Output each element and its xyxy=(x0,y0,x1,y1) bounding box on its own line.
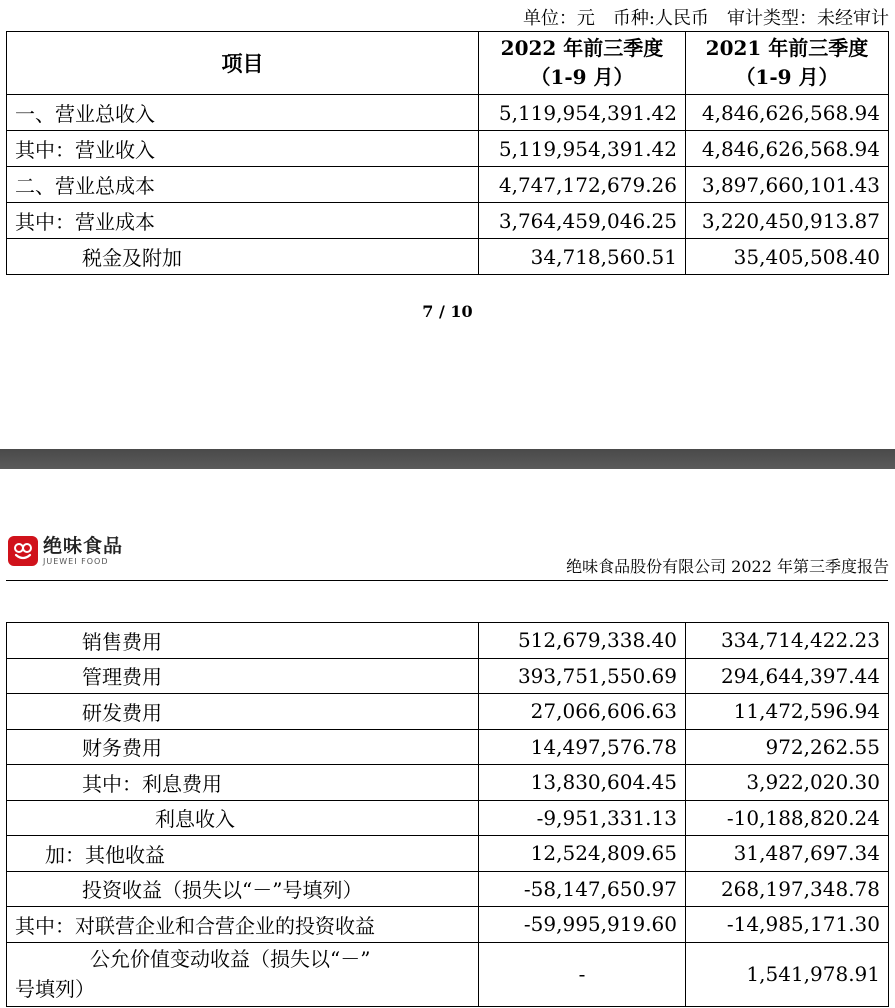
value-2022: - xyxy=(479,942,686,1006)
header-2021 xyxy=(686,32,889,95)
table-row xyxy=(7,836,889,872)
row-label: 研发费用 xyxy=(7,694,479,730)
row-label: 二、营业总成本 xyxy=(7,167,479,203)
row-label: 其中：营业成本 xyxy=(7,203,479,239)
row-label: 其中：对联营企业和合营企业的投资收益 xyxy=(7,907,479,943)
table-row xyxy=(7,623,889,659)
table-row xyxy=(7,95,889,131)
value-2022: -59,995,919.60 xyxy=(479,907,686,943)
table-row xyxy=(7,871,889,907)
value-2021: 3,220,450,913.87 xyxy=(686,203,889,239)
company-logo xyxy=(8,536,123,566)
value-2021: 294,644,397.44 xyxy=(686,658,889,694)
logo-chinese-name: 绝味食品 xyxy=(43,534,124,557)
value-2022: -58,147,650.97 xyxy=(479,871,686,907)
table-row xyxy=(7,203,889,239)
value-2022: 14,497,576.78 xyxy=(479,729,686,765)
page-separator xyxy=(0,449,895,469)
row-label: 税金及附加 xyxy=(7,239,479,275)
value-2022: 12,524,809.65 xyxy=(479,836,686,872)
header-item: 项目 xyxy=(7,32,479,95)
header-2021-text: 2021 年前三季度 （1-9 月） xyxy=(705,36,869,89)
row-label-line1: 公允价值变动收益（损失以“－” xyxy=(90,947,371,971)
value-2021: 3,922,020.30 xyxy=(686,765,889,801)
value-2021: 31,487,697.34 xyxy=(686,836,889,872)
value-2022: 34,718,560.51 xyxy=(479,239,686,275)
header-divider xyxy=(6,580,888,581)
table-row xyxy=(7,942,889,1006)
table-header-row xyxy=(7,32,889,95)
page-number: 7 / 10 xyxy=(422,302,473,321)
logo-english-name: JUEWEI FOOD xyxy=(43,556,109,566)
row-label: 财务费用 xyxy=(7,729,479,765)
value-2022: 4,747,172,679.26 xyxy=(479,167,686,203)
juewei-logo-icon xyxy=(8,536,38,566)
row-label: 利息收入 xyxy=(7,800,479,836)
value-2022: 512,679,338.40 xyxy=(479,623,686,659)
row-label-wrapped xyxy=(7,942,479,1006)
value-2021: 334,714,422.23 xyxy=(686,623,889,659)
income-table-continued xyxy=(6,622,889,1007)
units-currency-audit: 单位：元 币种:人民币 审计类型：未经审计 xyxy=(522,8,889,29)
income-table-top xyxy=(6,31,889,275)
value-2022: 393,751,550.69 xyxy=(479,658,686,694)
value-2021: 972,262.55 xyxy=(686,729,889,765)
value-2021: -10,188,820.24 xyxy=(686,800,889,836)
value-2022: 5,119,954,391.42 xyxy=(479,95,686,131)
row-label-line2: 号填列） xyxy=(15,977,95,1001)
table-row xyxy=(7,907,889,943)
value-2022: -9,951,331.13 xyxy=(479,800,686,836)
header-2022-text: 2022 年前三季度 （1-9 月） xyxy=(500,36,664,89)
value-2021: -14,985,171.30 xyxy=(686,907,889,943)
table-row xyxy=(7,658,889,694)
table-row xyxy=(7,729,889,765)
row-label: 投资收益（损失以“－”号填列） xyxy=(7,871,479,907)
row-label: 销售费用 xyxy=(7,623,479,659)
value-2022: 3,764,459,046.25 xyxy=(479,203,686,239)
row-label: 管理费用 xyxy=(7,658,479,694)
value-2022: 13,830,604.45 xyxy=(479,765,686,801)
value-2021: 268,197,348.78 xyxy=(686,871,889,907)
value-2022: 5,119,954,391.42 xyxy=(479,131,686,167)
row-label: 其中：利息费用 xyxy=(7,765,479,801)
value-2021: 1,541,978.91 xyxy=(686,942,889,1006)
row-label: 其中：营业收入 xyxy=(7,131,479,167)
table-row xyxy=(7,694,889,730)
row-label: 一、营业总收入 xyxy=(7,95,479,131)
table-row xyxy=(7,800,889,836)
table-row xyxy=(7,765,889,801)
report-header-title: 绝味食品股份有限公司 2022 年第三季度报告 xyxy=(566,557,889,576)
value-2022: 27,066,606.63 xyxy=(479,694,686,730)
header-2022 xyxy=(479,32,686,95)
value-2021: 4,846,626,568.94 xyxy=(686,95,889,131)
table-row xyxy=(7,131,889,167)
value-2021: 35,405,508.40 xyxy=(686,239,889,275)
value-2021: 11,472,596.94 xyxy=(686,694,889,730)
value-2021: 4,846,626,568.94 xyxy=(686,131,889,167)
table-row xyxy=(7,239,889,275)
table-row xyxy=(7,167,889,203)
value-2021: 3,897,660,101.43 xyxy=(686,167,889,203)
row-label: 加：其他收益 xyxy=(7,836,479,872)
